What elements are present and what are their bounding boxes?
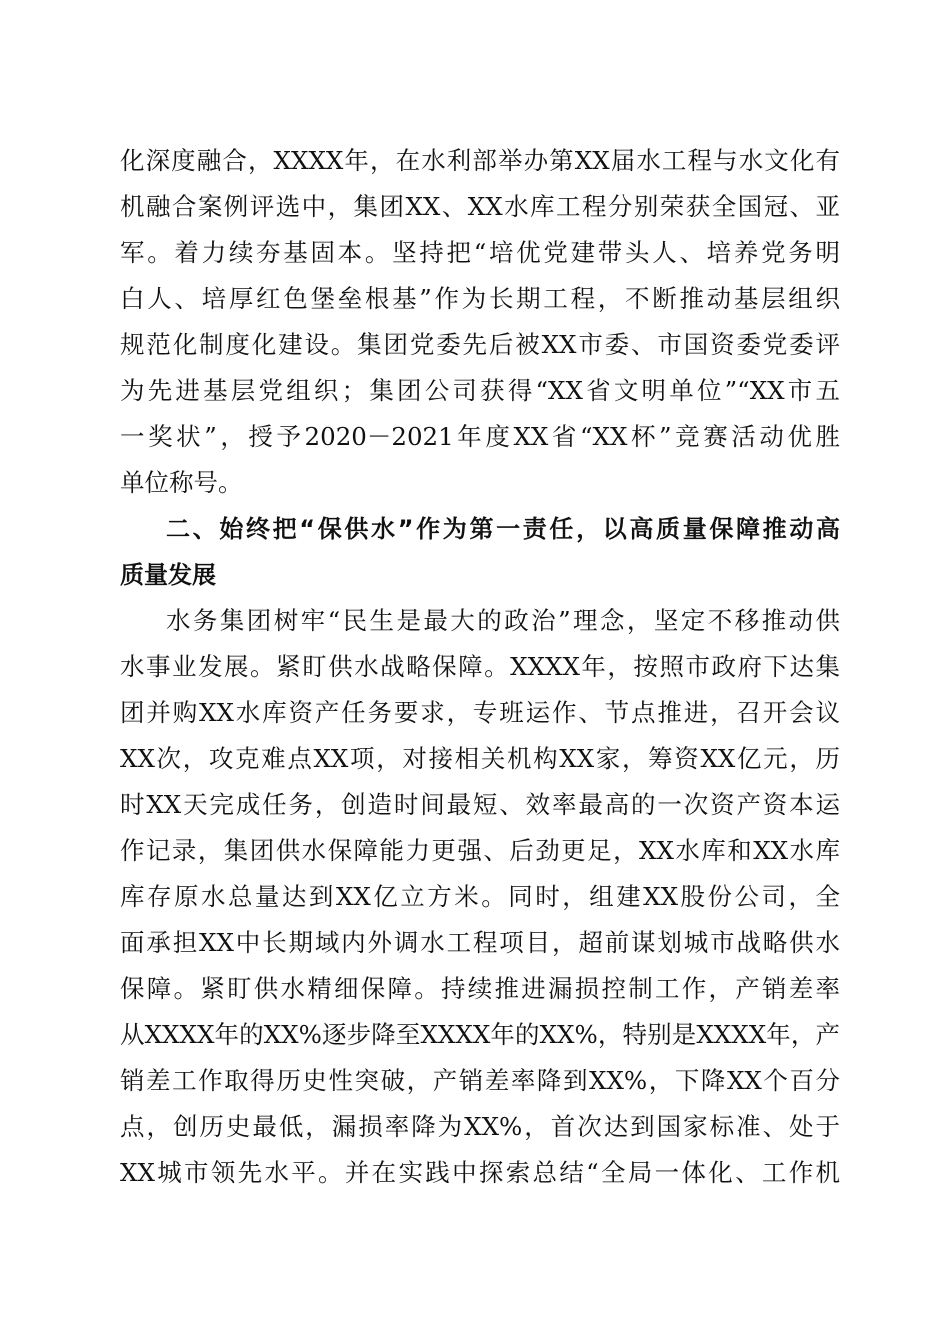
paragraph-line: XX次，攻克难点XX项，对接相关机构XX家，筹资XX亿元，历 [120, 744, 840, 773]
paragraph-line: 时XX天完成任务，创造时间最短、效率最高的一次资产资本运 [120, 790, 840, 819]
paragraph-line: 一奖状”，授予2020－2021年度XX省“XX杯”竞赛活动优胜 [120, 422, 840, 451]
paragraph-line: 规范化制度化建设。集团党委先后被XX市委、市国资委党委评 [120, 330, 840, 359]
paragraph-line: 为先进基层党组织；集团公司获得“XX省文明单位”“XX市五 [120, 376, 840, 405]
paragraph-line: 单位称号。 [120, 468, 243, 497]
section-heading: 二、始终把“保供水”作为第一责任，以高质量保障推动高 [166, 515, 840, 543]
paragraph-line: XX城市领先水平。并在实践中探索总结“全局一体化、工作机 [120, 1158, 840, 1187]
paragraph-line: 作记录，集团供水保障能力更强、后劲更足，XX水库和XX水库 [120, 836, 840, 865]
paragraph-line: 保障。紧盯供水精细保障。持续推进漏损控制工作，产销差率 [120, 974, 840, 1003]
paragraph-line: 面承担XX中长期域内外调水工程项目，超前谋划城市战略供水 [120, 928, 840, 957]
paragraph-line: 水务集团树牢“民生是最大的政治”理念，坚定不移推动供 [166, 606, 840, 635]
paragraph-line: 团并购XX水库资产任务要求，专班运作、节点推进，召开会议 [120, 698, 840, 727]
paragraph-line: 销差工作取得历史性突破，产销差率降到XX%，下降XX个百分 [120, 1066, 840, 1095]
paragraph-line: 水事业发展。紧盯供水战略保障。XXXX年，按照市政府下达集 [120, 652, 840, 681]
paragraph-line: 白人、培厚红色堡垒根基”作为长期工程，不断推动基层组织 [120, 284, 840, 313]
paragraph-line: 机融合案例评选中，集团XX、XX水库工程分别荣获全国冠、亚 [120, 192, 840, 221]
paragraph-line: 库存原水总量达到XX亿立方米。同时，组建XX股份公司，全 [120, 882, 840, 911]
section-heading: 质量发展 [120, 561, 216, 589]
paragraph-line: 从XXXX年的XX%逐步降至XXXX年的XX%，特别是XXXX年，产 [120, 1020, 840, 1049]
paragraph-line: 军。着力续夯基固本。坚持把“培优党建带头人、培养党务明 [120, 238, 840, 267]
paragraph-line: 点，创历史最低，漏损率降为XX%，首次达到国家标准、处于 [120, 1112, 840, 1141]
paragraph-line: 化深度融合，XXXX年，在水利部举办第XX届水工程与水文化有 [120, 146, 840, 175]
